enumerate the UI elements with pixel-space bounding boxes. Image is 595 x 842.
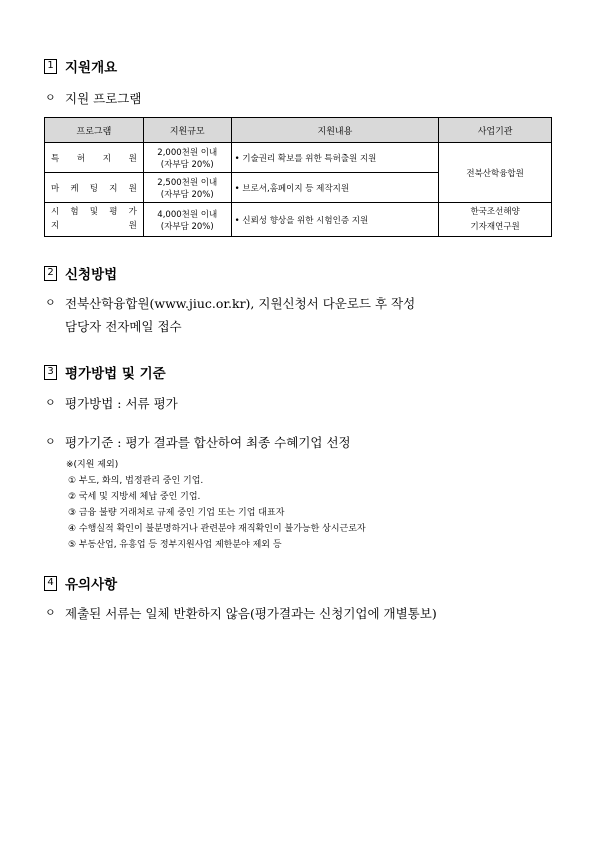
section-title: 지원개요 <box>65 60 118 76</box>
table-row <box>45 143 552 173</box>
org-cell: 전북산학융합원 <box>439 143 552 203</box>
scale-selfpay: (자부담 20%) <box>160 159 214 170</box>
exclusion-item: ③ 금융 불량 거래처로 규제 중인 기업 또는 기업 대표자 <box>68 508 285 518</box>
content-cell: • 기술권리 확보를 위한 특허출원 지원 <box>231 143 439 173</box>
section-3-heading <box>44 362 166 382</box>
apply-bullet <box>45 294 415 312</box>
section-1-heading <box>44 56 117 76</box>
scale-selfpay: (자부담 20%) <box>160 189 214 200</box>
exclusion-item: ④ 수행실적 확인이 불분명하거나 관련분야 재직확인이 불가능한 상시근로자 <box>68 524 366 534</box>
scale-amount: 2,000천원 이내 <box>157 147 218 158</box>
section-2-heading <box>44 263 117 283</box>
table-header: 지원규모 <box>143 118 231 143</box>
section-number: 3 <box>44 365 57 380</box>
scale-amount: 2,500천원 이내 <box>157 177 218 188</box>
org-cell <box>439 203 552 237</box>
table-header-row <box>45 118 552 143</box>
section-title: 유의사항 <box>65 577 118 593</box>
bullet-mark: ㅇ <box>45 435 56 448</box>
notice-bullet <box>45 604 437 622</box>
program-line: 시 험 및 평 가 <box>51 206 137 217</box>
table-header: 사업기관 <box>439 118 552 143</box>
program-cell: 특 허 지 원 <box>45 143 144 173</box>
exclusion-item: ⑤ 부동산업, 유흥업 등 정부지원사업 제한분야 제외 등 <box>68 540 282 550</box>
eval-criteria-bullet <box>45 433 351 451</box>
eval-method-text: 평가방법 : 서류 평가 <box>65 396 178 411</box>
content-cell: • 브로셔,홈페이지 등 제작지원 <box>231 173 439 203</box>
exclusion-item: ② 국세 및 지방세 체납 중인 기업. <box>68 492 201 502</box>
section-title: 신청방법 <box>65 267 118 283</box>
overview-text: 지원 프로그램 <box>65 91 142 106</box>
scale-selfpay: (자부담 20%) <box>160 221 214 232</box>
program-line: 지 원 <box>51 220 137 231</box>
exclusion-title: ※(지원 제외) <box>66 460 119 470</box>
section-number: 2 <box>44 266 57 281</box>
apply-line-2: 담당자 전자메일 접수 <box>65 319 182 334</box>
eval-method-bullet <box>45 394 178 412</box>
support-program-table <box>44 117 552 237</box>
apply-line-1: 전북산학융합원(www.jiuc.or.kr), 지원신청서 다운로드 후 작성 <box>65 296 416 311</box>
table-header: 지원내용 <box>231 118 439 143</box>
overview-bullet <box>45 89 141 107</box>
org-line: 기자재연구원 <box>470 221 520 232</box>
eval-criteria-text: 평가기준 : 평가 결과를 합산하여 최종 수혜기업 선정 <box>65 435 351 450</box>
bullet-mark: ㅇ <box>45 396 56 409</box>
bullet-mark: ㅇ <box>45 606 56 619</box>
section-4-heading <box>44 573 117 593</box>
bullet-mark: ㅇ <box>45 91 56 104</box>
section-number: 4 <box>44 576 57 591</box>
program-cell: 마 케 팅 지 원 <box>45 173 144 203</box>
content-cell: • 신뢰성 향상을 위한 시험인증 지원 <box>231 203 439 237</box>
scale-cell <box>143 203 231 237</box>
table-header: 프로그램 <box>45 118 144 143</box>
notice-text: 제출된 서류는 일체 반환하지 않음(평가결과는 신청기업에 개별통보) <box>65 606 437 621</box>
exclusion-item: ① 부도, 화의, 법정관리 중인 기업. <box>68 476 204 486</box>
program-cell <box>45 203 144 237</box>
table-row <box>45 203 552 237</box>
section-number: 1 <box>44 59 57 74</box>
org-line: 한국조선해양 <box>470 207 520 218</box>
scale-cell <box>143 143 231 173</box>
scale-cell <box>143 173 231 203</box>
section-title: 평가방법 및 기준 <box>65 366 166 382</box>
bullet-mark: ㅇ <box>45 296 56 309</box>
scale-amount: 4,000천원 이내 <box>157 209 218 220</box>
